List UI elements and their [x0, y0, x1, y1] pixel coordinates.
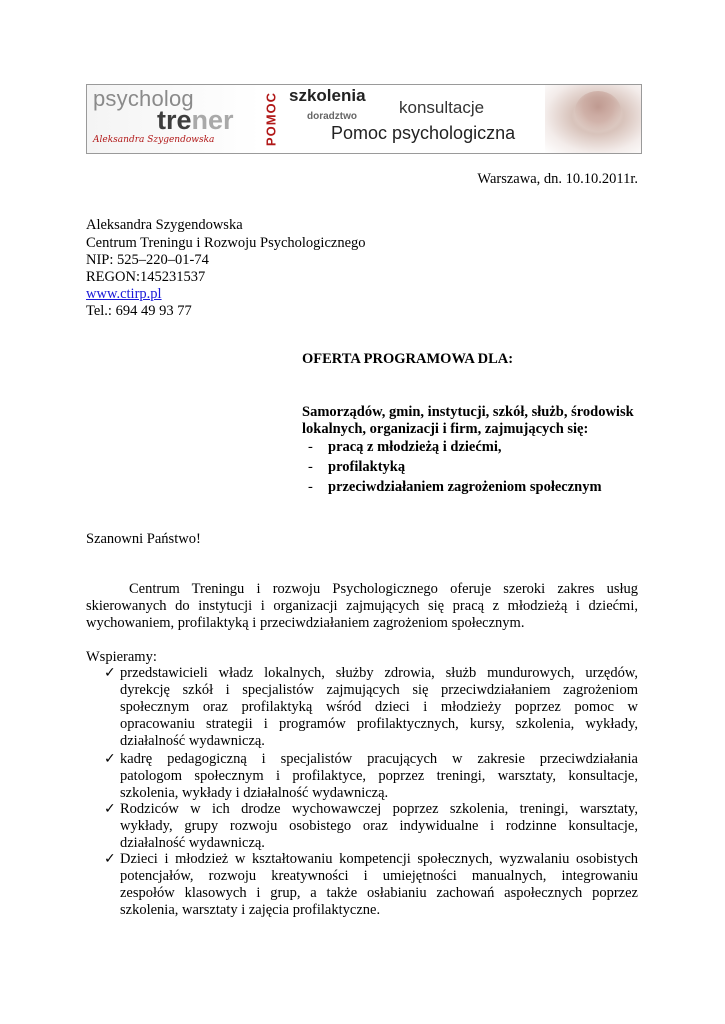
banner-trener-part1: tre	[157, 105, 192, 135]
offer-item-2: profilaktyką	[328, 459, 406, 475]
sender-regon: REGON:145231537	[86, 269, 206, 285]
checkmark-icon: ✓	[104, 665, 116, 681]
support-item-1-line-4: opracowaniu strategii i programów profilaktycznych, kursy, szkolenia, wykłady,	[120, 716, 638, 732]
support-item-1-line-5: działalność wydawniczą.	[120, 733, 265, 749]
support-item-2-line-2: patologom społecznym i profilaktyce, poprzez treningi, warsztaty, konsultacje,	[120, 768, 638, 784]
banner-psycholog: psycholog	[93, 86, 194, 111]
support-item-2-line-3: szkolenia, wykłady i działalność wydawniczą.	[120, 785, 389, 801]
offer-dash-3: -	[308, 479, 313, 495]
support-item-1-line-3: społecznym oraz profilaktyką wśród dzieci i młodzieży poprzez pomoc w	[120, 699, 638, 715]
website-link[interactable]: www.ctirp.pl	[86, 286, 162, 302]
support-item-3-line-1: Rodziców w ich drodze wychowawczej poprzez szkolenia, treningi, warsztaty,	[120, 801, 638, 817]
intro-line-2: skierowanych do instytucji i organizacji zajmujących się pracą z młodzieżą i dziećmi,	[86, 598, 638, 614]
banner-photo	[545, 85, 641, 153]
offer-line-1: Samorządów, gmin, instytucji, szkół, służb, środowisk	[302, 404, 634, 420]
sender-nip: NIP: 525–220–01-74	[86, 252, 209, 268]
support-item-4-line-2: potencjałów, rozwoju kreatywności i umiejętności manualnych, integrowaniu	[120, 868, 638, 884]
support-item-4-line-4: szkolenia, warsztaty i zajęcia profilaktyczne.	[120, 902, 381, 918]
offer-item-1: pracą z młodzieżą i dziećmi,	[328, 439, 502, 455]
sender-phone: Tel.: 694 49 93 77	[86, 303, 192, 319]
banner-pomoc-psychologiczna: Pomoc psychologiczna	[331, 123, 516, 143]
banner-konsultacje: konsultacje	[399, 98, 485, 117]
banner-photo-figure	[575, 91, 621, 131]
support-item-2-line-1: kadrę pedagogiczną i specjalistów pracujących w zakresie przeciwdziałania	[120, 751, 638, 767]
support-heading: Wspieramy:	[86, 649, 157, 665]
support-item-1-line-2: dyrekcję szkół i specjalistów zajmujących się przeciwdziałaniem zagrożeniom	[120, 682, 638, 698]
sender-name: Aleksandra Szygendowska	[86, 217, 243, 233]
banner-trener	[157, 105, 234, 136]
intro-line-3: wychowaniem, profilaktyką i przeciwdziałaniem zagrożeniom społecznym.	[86, 615, 525, 631]
offer-item-3: przeciwdziałaniem zagrożeniom społecznym	[328, 479, 602, 495]
checkmark-icon: ✓	[104, 851, 116, 867]
offer-heading: OFERTA PROGRAMOWA DLA:	[302, 351, 514, 367]
banner-signature: Aleksandra Szygendowska	[93, 135, 215, 145]
offer-line-2: lokalnych, organizacji i firm, zajmujących się:	[302, 421, 589, 437]
checkmark-icon: ✓	[104, 801, 116, 817]
support-item-4-line-3: zespołów klasowych i grup, a także osłabianiu zachowań aspołecznych poprzez	[120, 885, 638, 901]
banner-left-panel	[87, 85, 261, 153]
offer-dash-2: -	[308, 459, 313, 475]
date-line: Warszawa, dn. 10.10.2011r.	[477, 171, 638, 187]
support-item-1-line-1: przedstawicieli władz lokalnych, służby zdrowia, służb mundurowych, urzędów,	[120, 665, 638, 681]
offer-dash-1: -	[308, 439, 313, 455]
support-item-4-line-1: Dzieci i młodzież w kształtowaniu kompetencji społecznych, wyzwalaniu osobistych	[120, 851, 638, 867]
banner-pomoc-vertical	[261, 85, 281, 153]
header-banner	[86, 84, 642, 154]
support-item-3-line-3: działalność wydawniczą.	[120, 835, 265, 851]
checkmark-icon: ✓	[104, 751, 116, 767]
support-item-3-line-2: wykłady, grupy rozwoju osobistego oraz indywidualne i rodzinne konsultacje,	[120, 818, 638, 834]
banner-trener-part2: ner	[191, 105, 234, 135]
banner-doradztwo: doradztwo	[307, 111, 357, 122]
banner-pomoc-label: POMOC	[263, 91, 279, 147]
intro-line-1: Centrum Treningu i rozwoju Psychologicznego oferuje szeroki zakres usług	[129, 581, 638, 597]
banner-szkolenia: szkolenia	[289, 86, 366, 105]
salutation: Szanowni Państwo!	[86, 531, 201, 547]
sender-org: Centrum Treningu i Rozwoju Psychologicznego	[86, 235, 366, 251]
